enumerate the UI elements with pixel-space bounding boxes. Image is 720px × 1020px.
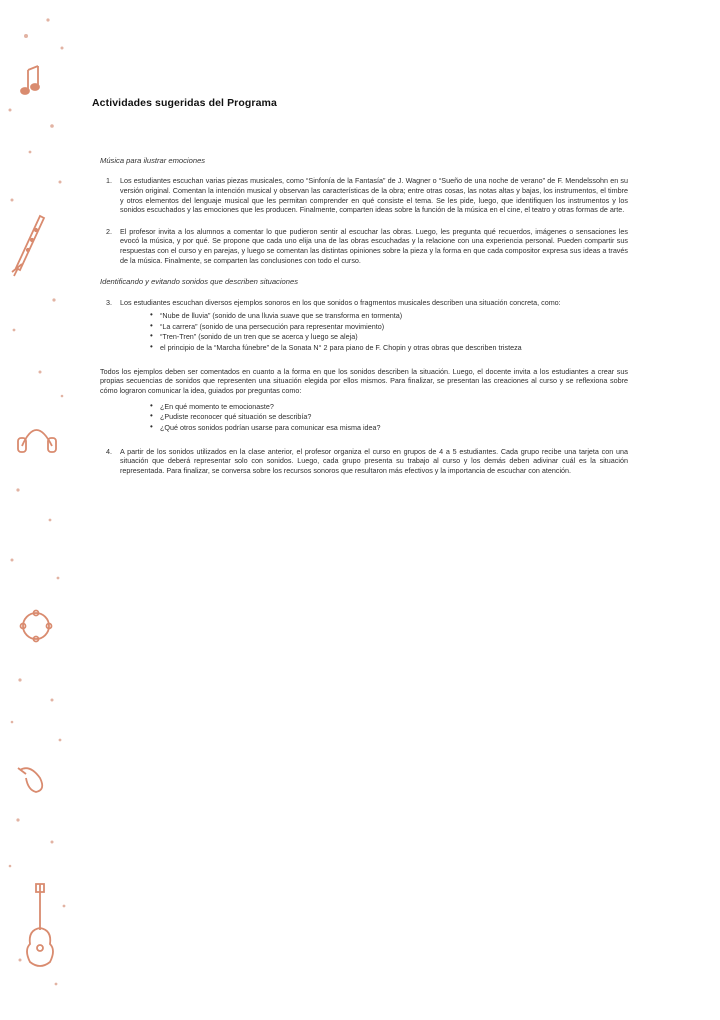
activity-number: 3.	[106, 297, 112, 307]
activity-item-4	[92, 447, 628, 476]
list-item: • ¿Qué otros sonidos podrían usarse para comunicar esa misma idea?	[150, 423, 628, 433]
activity-text: El profesor invita a los alumnos a comentar lo que pudieron sentir al escuchar las obras. Luego, les pregunta qué recuerdos, imágenes o sensaciones les evocó la música, y por qué. Se propone que cada uno elija una de las obras escuchadas y la relacione con una experiencia personal. Pueden compartir sus respuestas con el curso y en parejas, y luego se comentan las distintas opiniones sobre la pieza y la forma en que cada compositor expresa sus ideas a través de la música. Finalmente, se comparten las conclusiones con todo el curso.	[120, 226, 628, 265]
list-item: • ¿En qué momento te emocionaste?	[150, 402, 628, 412]
activity-text: A partir de los sonidos utilizados en la clase anterior, el profesor organiza el curso en grupos de 4 a 5 estudiantes. Cada grupo recibe una tarjeta con una situación que deberá representar solo con sonidos. Luego, cada grupo presenta su trabajo al curso y los demás deben adivinar cuál es la situación representada. Para finalizar, se conversa sobre los recursos sonoros que resultaron más efectivos y la importancia de escuchar con atención.	[120, 446, 628, 475]
activity-item-3	[92, 298, 628, 308]
activity-text: Los estudiantes escuchan varias piezas musicales, como “Sinfonía de la Fantasía” de J. Wagner o “Sueño de una noche de verano” de F. Mendelssohn en su versión original. Comentan la intención musical y observan las características de la obra; entre otras cosas, las notas altas y bajas, los instrumentos, el timbre y otros elementos del lenguaje musical que les permitan comprender en qué consiste el tema. Se les pide, luego, que identifiquen los instrumentos y los sonidos escuchados y las emociones que les producen. Finalmente, comparten ideas sobre la función de la música en el cine, el teatro y otras formas de arte.	[120, 176, 628, 215]
headphones-icon	[18, 430, 56, 452]
decorative-dots	[9, 18, 66, 985]
guitar-icon	[27, 884, 53, 966]
document-content	[92, 96, 628, 488]
discussion-questions-list	[150, 402, 628, 433]
document-title: Actividades sugeridas del Programa	[92, 97, 277, 109]
section-heading-sound-situations: Identificando y evitando sonidos que describen situaciones	[100, 277, 298, 287]
music-note-icon	[21, 66, 39, 94]
decorative-margin	[0, 0, 90, 1020]
list-item: • “Nube de lluvia” (sonido de una lluvia suave que se transforma en tormenta)	[150, 311, 628, 321]
list-item: • ¿Pudiste reconocer qué situación se describía?	[150, 412, 628, 422]
tambourine-icon	[21, 611, 52, 642]
discussion-paragraph: Todos los ejemplos deben ser comentados en cuanto a la forma en que los sonidos describen la situación. Luego, el docente invita a los estudiantes a crear sus propias secuencias de sonidos que representen una situación elegida por ellos mismos. Para finalizar, se presentan las creaciones al curso y se reflexiona sobre cómo lograron comunicar la idea, guiados por preguntas como:	[100, 366, 628, 396]
activity-text: Los estudiantes escuchan diversos ejemplos sonoros en los que sonidos o fragmentos musicales describen una situación concreta, como:	[120, 297, 561, 307]
list-item: • “La carrera” (sonido de una persecución para representar movimiento)	[150, 322, 628, 332]
list-item: • el principio de la “Marcha fúnebre” de la Sonata N° 2 para piano de F. Chopin y otras obras que describen tristeza	[150, 343, 628, 353]
recorder-icon	[12, 216, 44, 276]
activity-number: 4.	[106, 446, 112, 456]
whistle-icon	[18, 768, 42, 792]
section-heading-music-emotions: Música para ilustrar emociones	[100, 156, 206, 166]
list-item: • “Tren-Tren” (sonido de un tren que se acerca y luego se aleja)	[150, 332, 628, 342]
activity-number: 1.	[106, 176, 112, 186]
activity-number: 2.	[106, 226, 112, 236]
activity-item-1	[92, 176, 628, 215]
activity-3-examples-list	[150, 311, 628, 353]
activity-item-2	[92, 227, 628, 266]
